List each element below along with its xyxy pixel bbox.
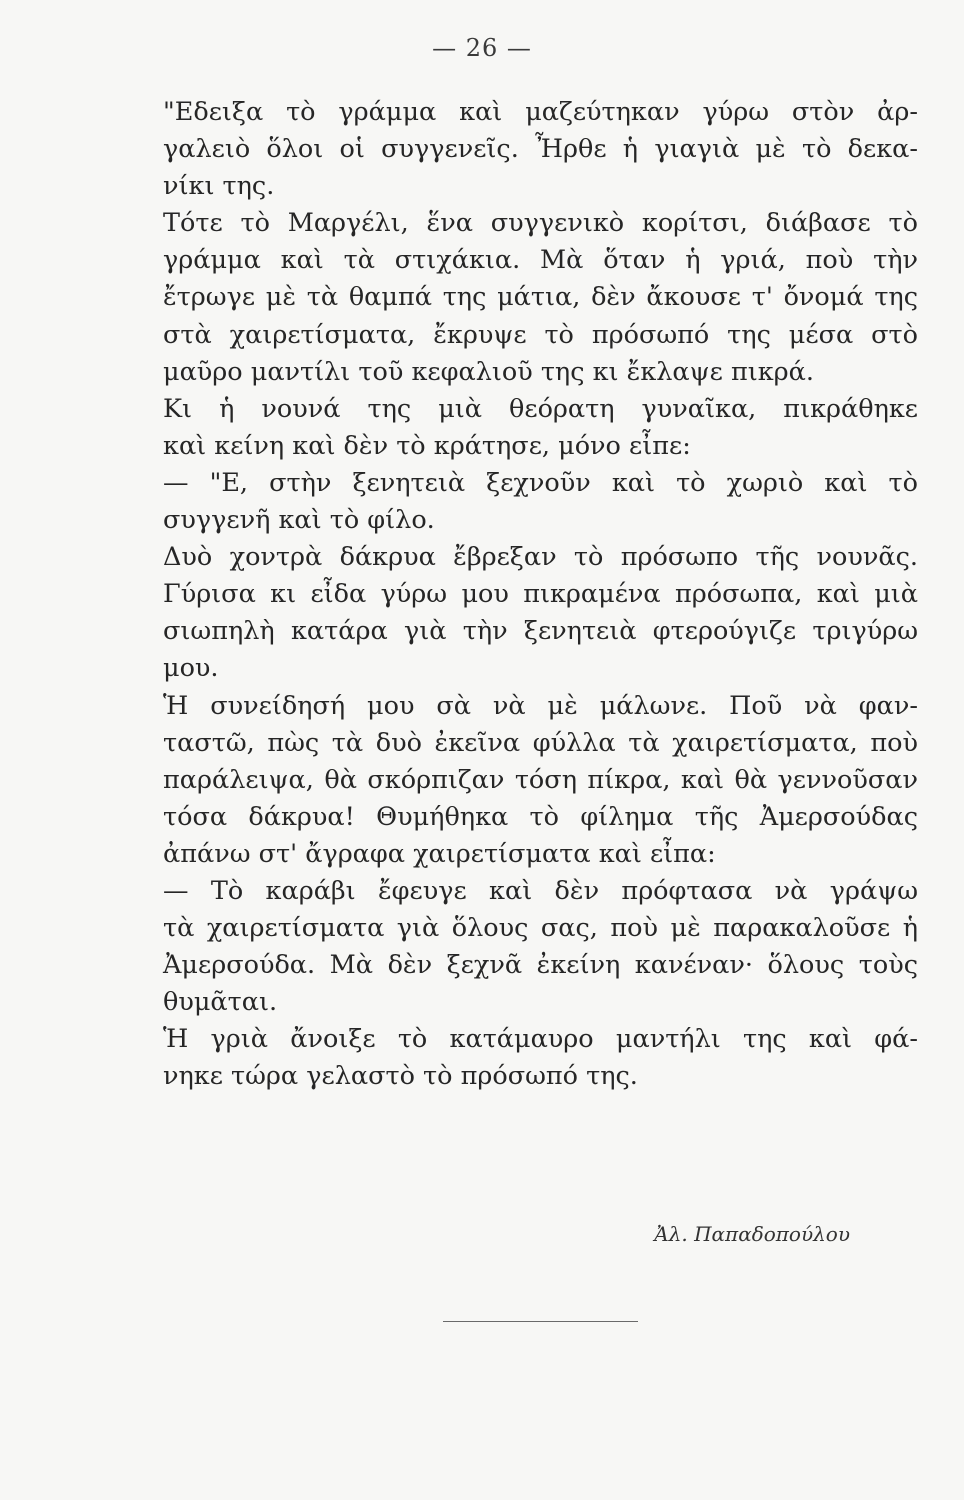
text-line: "Εδειξα τὸ γράμμα καὶ μαζεύτηκαν γύρω στὸν ἀρ- [163,97,918,127]
text-line: γαλειὸ ὅλοι οἱ συγγενεῖς. Ἦρθε ἡ γιαγιὰ μὲ τὸ δεκα- [163,134,918,165]
text-line: τὰ χαιρετίσματα γιὰ ὅλους σας, ποὺ μὲ παρακαλοῦσε ἡ [163,913,918,944]
text-line: Ἡ γριὰ ἄνοιξε τὸ κατάμαυρο μαντήλι της καὶ φά- [163,1024,918,1055]
story-text [163,94,918,1096]
text-line: — Τὸ καράβι ἔφευγε καὶ δὲν πρόφτασα νὰ γράψω [163,875,918,906]
text-line: τόσα δάκρυα! Θυμήθηκα τὸ φίλημα τῆς Ἀμερσούδας [163,801,918,832]
text-line: νηκε τώρα γελαστὸ τὸ πρόσωπό της. [163,1061,638,1092]
text-line: μου. [163,653,219,684]
page-number: — 26 — [432,34,532,62]
footnote-rule [443,1321,638,1322]
text-line: θυμᾶται. [163,987,278,1018]
text-line: παράλειψα, θὰ σκόρπιζαν τόση πίκρα, καὶ θὰ γεννοῦσαν [163,764,918,795]
text-line: καὶ κείνη καὶ δὲν τὸ κράτησε, μόνο εἶπε: [163,430,691,461]
text-line: μαῦρο μαντίλι τοῦ κεφαλιοῦ της κι ἔκλαψε πικρά. [163,356,814,387]
text-line: ἔτρωγε μὲ τὰ θαμπά της μάτια, δὲν ἄκουσε τ' ὄνομά της [163,282,918,313]
text-line: — "Ε, στὴν ξενητειὰ ξεχνοῦν καὶ τὸ χωριὸ καὶ τὸ [163,467,918,498]
text-line: Κι ἡ νουνά της μιὰ θεόρατη γυναῖκα, πικράθηκε [163,393,918,424]
text-line: ταστῶ, πὼς τὰ δυὸ ἐκεῖνα φύλλα τὰ χαιρετίσματα, ποὺ [163,727,918,758]
text-line: Ἡ συνείδησή μου σὰ νὰ μὲ μάλωνε. Ποῦ νὰ φαν- [163,690,918,721]
text-line: γράμμα καὶ τὰ στιχάκια. Μὰ ὅταν ἡ γριά, ποὺ τὴν [163,245,918,276]
text-line: συγγενῆ καὶ τὸ φίλο. [163,505,435,536]
text-line: σιωπηλὴ κατάρα γιὰ τὴν ξενητειὰ φτερούγιζε τριγύρω [163,616,918,647]
text-line: στὰ χαιρετίσματα, ἔκρυψε τὸ πρόσωπό της μέσα στὸ [163,319,918,350]
text-line: Γύρισα κι εἶδα γύρω μου πικραμένα πρόσωπα, καὶ μιὰ [163,579,918,610]
text-line: ἀπάνω στ' ἄγραφα χαιρετίσματα καὶ εἶπα: [163,838,716,869]
text-line: Ἀμερσούδα. Μὰ δὲν ξεχνᾶ ἐκείνη κανέναν· ὅλους τοὺς [163,950,918,981]
text-line: νίκι της. [163,171,275,202]
text-line: Δυὸ χοντρὰ δάκρυα ἔβρεξαν τὸ πρόσωπο τῆς νουνᾶς. [163,542,918,573]
author-signature: Ἀλ. Παπαδοπούλου [654,1222,850,1246]
text-line: Τότε τὸ Μαργέλι, ἕνα συγγενικὸ κορίτσι, διάβασε τὸ [163,208,918,239]
